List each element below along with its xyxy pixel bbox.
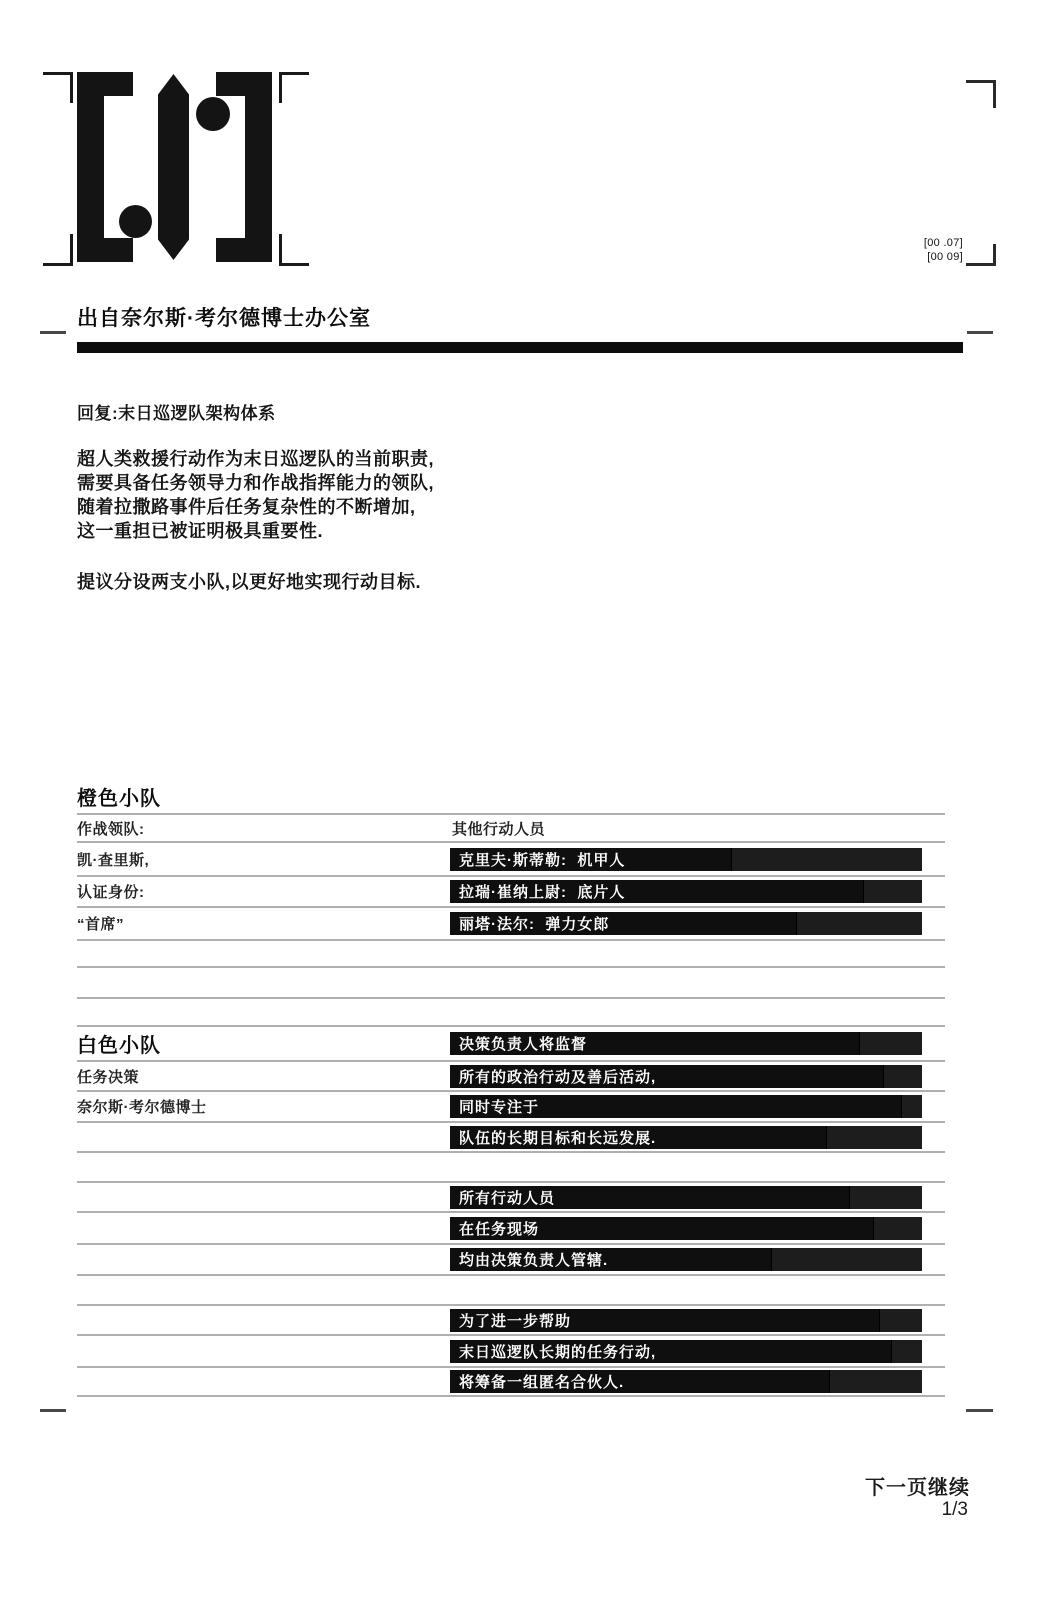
reference-codes [924, 236, 963, 264]
section-title: 白色小队 [77, 1035, 161, 1057]
row-label: 作战领队: [77, 820, 145, 838]
redacted-bar [450, 1370, 922, 1393]
redacted-bar [450, 880, 922, 903]
trim-dash-top-right-icon [967, 331, 993, 334]
right-bracket-top-arm-icon [216, 72, 272, 96]
redacted-bar-text: 在任务现场 [459, 1220, 540, 1238]
memo-subject: 回复:末日巡逻队架构体系 [77, 404, 276, 423]
table-row [77, 877, 945, 908]
table-row [77, 1368, 945, 1397]
redacted-bar-text: 所有行动人员 [459, 1189, 556, 1207]
redacted-bar-text: 同时专注于 [459, 1099, 540, 1116]
redacted-bar [450, 1065, 922, 1088]
table-row [77, 1213, 945, 1245]
memo-body-paragraph [77, 447, 434, 543]
continued-next-page-label: 下一页继续 [865, 1477, 970, 1499]
table-row [77, 941, 945, 968]
memo-body-line: 随着拉撒路事件后任务复杂性的不断增加, [77, 497, 416, 517]
redacted-bar [450, 1095, 922, 1118]
redaction-seam [883, 1065, 922, 1088]
redacted-bar-text: 拉瑞·崔纳上尉: 底片人 [459, 884, 626, 901]
redacted-bar-text: 末日巡逻队长期的任务行动, [459, 1343, 657, 1361]
table-row [77, 1183, 945, 1213]
reference-code-line: [00 .07] [923, 237, 963, 249]
redaction-seam [829, 1370, 922, 1393]
row-label: 奈尔斯·考尔德博士 [77, 1099, 207, 1116]
page-corner-mark-top-icon [966, 80, 996, 108]
memo-body-line: 需要具备任务领导力和作战指挥能力的领队, [77, 473, 434, 493]
redaction-seam [731, 848, 922, 871]
row-label: 任务决策 [77, 1068, 140, 1086]
table-row [77, 1245, 945, 1276]
roster-table [77, 780, 945, 1397]
redaction-seam [863, 880, 922, 903]
redaction-seam [891, 1340, 922, 1363]
redacted-bar-text: 为了进一步帮助 [459, 1312, 572, 1330]
row-label: 认证身份: [77, 884, 145, 901]
letterhead-title: 出自奈尔斯·考尔德博士办公室 [77, 307, 371, 330]
redaction-seam [826, 1126, 922, 1149]
redaction-seam [873, 1217, 922, 1240]
row-value: 其他行动人员 [452, 820, 546, 838]
table-row [77, 1336, 945, 1368]
redaction-seam [849, 1186, 922, 1209]
trim-dash-bottom-left-icon [40, 1409, 66, 1412]
table-row [77, 1153, 945, 1183]
redaction-seam [796, 912, 922, 935]
memo-proposal-line: 提议分设两支小队,以更好地实现行动目标. [77, 572, 422, 592]
redacted-bar [450, 1340, 922, 1363]
table-row [77, 1027, 945, 1062]
table-row [77, 1123, 945, 1153]
right-bracket-bottom-arm-icon [216, 238, 272, 262]
table-row [77, 999, 945, 1027]
memo-body-line: 超人类救援行动作为末日巡逻队的当前职责, [77, 449, 434, 469]
redacted-bar-text: 克里夫·斯蒂勒: 机甲人 [459, 851, 626, 869]
redacted-bar-text: 丽塔·法尔: 弹力女郎 [459, 916, 610, 933]
page-corner-mark-bottom-icon [966, 244, 996, 266]
memo-body-line: 这一重担已被证明极具重要性. [77, 521, 323, 541]
center-blade-icon [158, 74, 189, 260]
redacted-bar-text: 决策负责人将监督 [459, 1036, 588, 1053]
redacted-bar [450, 1032, 922, 1055]
redacted-bar-text: 将筹备一组匿名合伙人. [459, 1374, 625, 1391]
table-row [77, 908, 945, 941]
trim-dash-bottom-right-icon [966, 1409, 993, 1412]
redacted-bar [450, 1217, 922, 1240]
right-bracket-stem-icon [245, 72, 272, 262]
upper-dot-icon [196, 97, 230, 131]
redacted-bar-text: 所有的政治行动及善后活动, [459, 1068, 657, 1086]
page-number: 1/3 [941, 1499, 968, 1520]
table-row [77, 815, 945, 843]
crop-mark-bottom-left-icon [43, 234, 73, 266]
redacted-bar [450, 1248, 922, 1271]
table-row [77, 1276, 945, 1306]
left-bracket-stem-icon [77, 72, 104, 262]
table-row [77, 843, 945, 877]
crop-mark-top-right-icon [279, 72, 309, 103]
section-title: 橙色小队 [77, 788, 161, 810]
crop-mark-bottom-right-icon [279, 234, 309, 266]
trim-dash-top-left-icon [40, 331, 66, 334]
doom-patrol-logo [43, 72, 309, 264]
lower-dot-icon [119, 205, 152, 238]
redaction-seam [879, 1309, 922, 1332]
redaction-seam [859, 1032, 922, 1055]
redaction-seam [901, 1095, 922, 1118]
table-row [77, 1062, 945, 1092]
table-row [77, 1092, 945, 1123]
redaction-seam [771, 1248, 922, 1271]
table-row [77, 1306, 945, 1336]
left-bracket-top-arm-icon [77, 72, 133, 96]
table-row [77, 968, 945, 999]
redacted-bar-text: 队伍的长期目标和长远发展. [459, 1129, 657, 1147]
redacted-bar [450, 1186, 922, 1209]
reference-code-line: [00 09] [927, 251, 963, 263]
crop-mark-top-left-icon [43, 72, 73, 103]
table-row [77, 780, 945, 815]
redacted-bar [450, 1309, 922, 1332]
redacted-bar [450, 1126, 922, 1149]
row-label: “首席” [77, 916, 125, 933]
row-label: 凯·查里斯, [77, 851, 150, 869]
left-bracket-bottom-arm-icon [77, 238, 133, 262]
redacted-bar [450, 912, 922, 935]
redacted-bar [450, 848, 922, 871]
header-divider-bar [77, 342, 963, 353]
redacted-bar-text: 均由决策负责人管辖. [459, 1252, 609, 1269]
